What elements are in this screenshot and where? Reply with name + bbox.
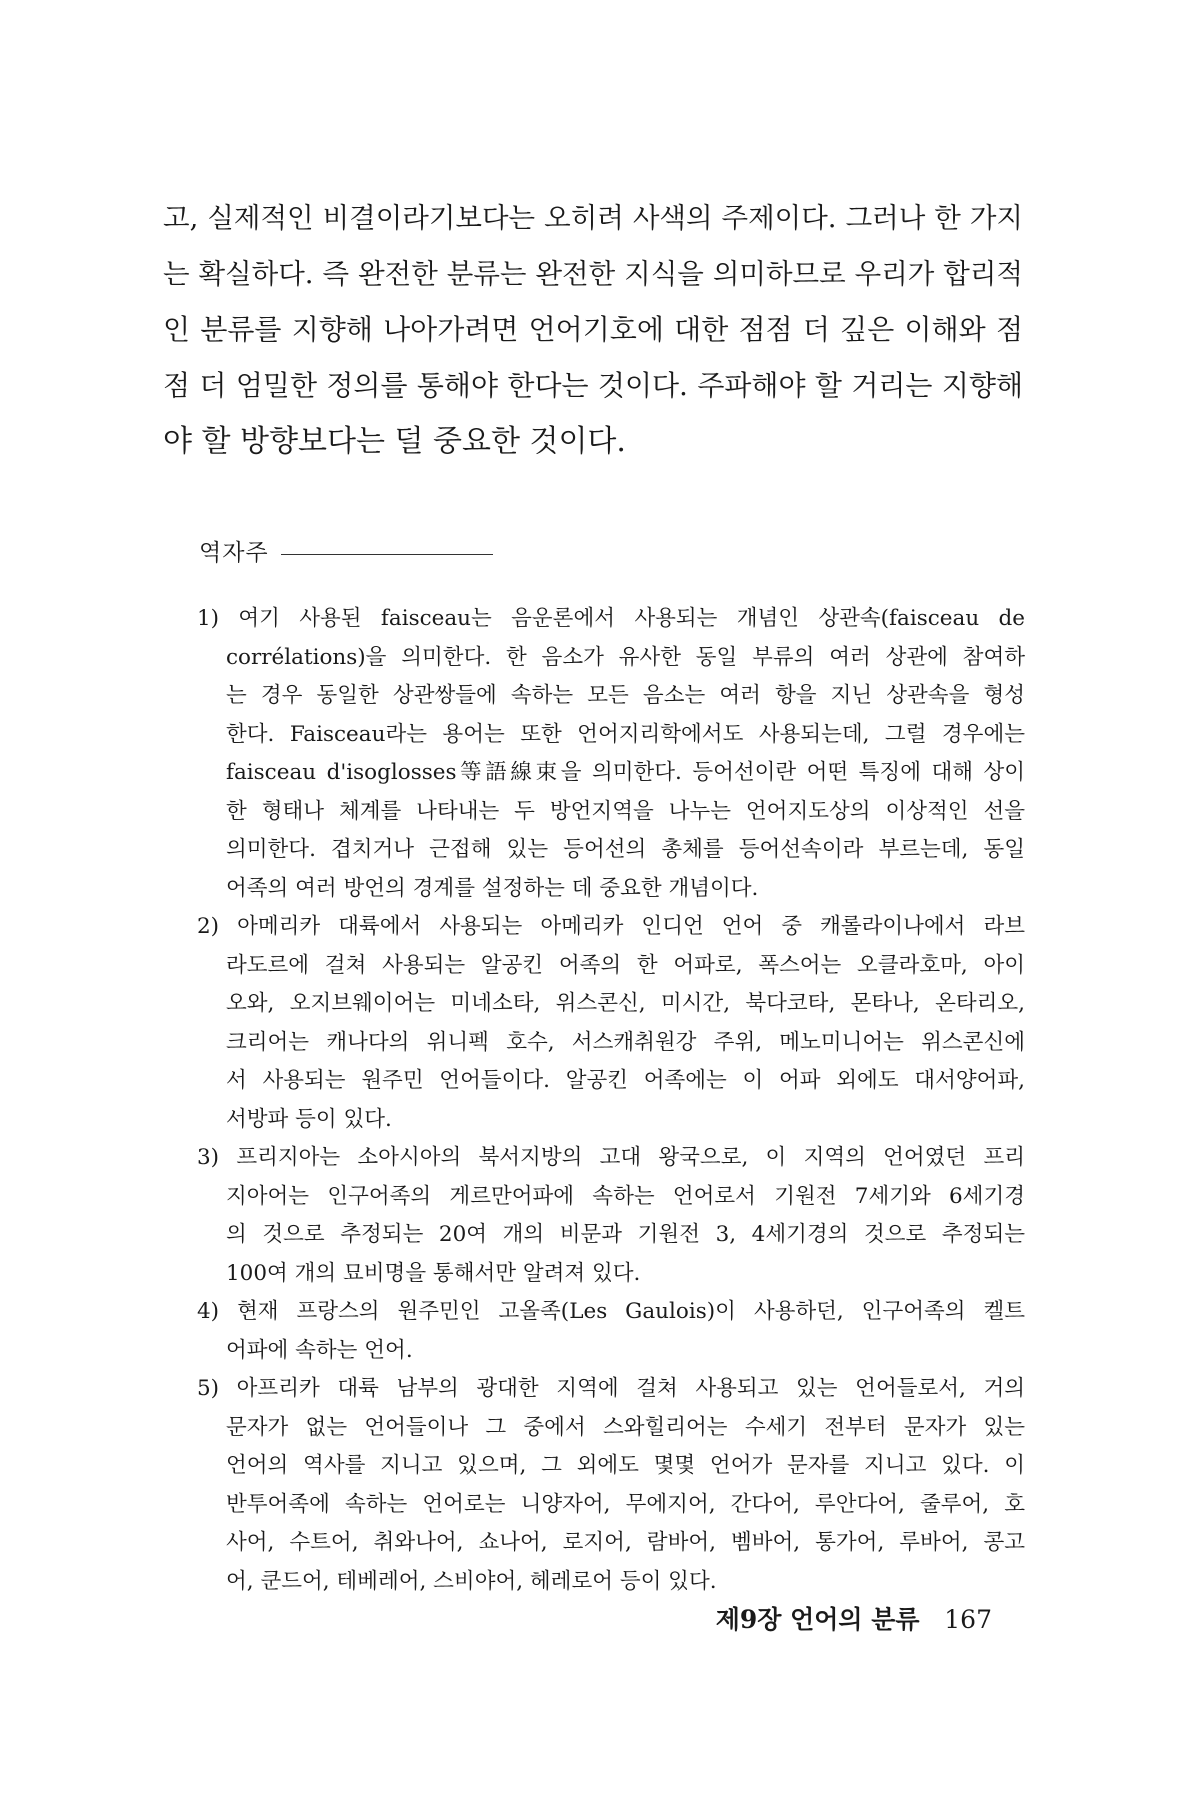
note-line: 2) 아메리카 대륙에서 사용되는 아메리카 인디언 언어 중 캐롤라이나에서 라브 bbox=[197, 914, 1025, 939]
body-line: 는 확실하다. 즉 완전한 분류는 완전한 지식을 의미하므로 우리가 합리적 bbox=[163, 258, 1023, 290]
page-footer bbox=[716, 1603, 992, 1637]
note-line: 오와, 오지브웨이어는 미네소타, 위스콘신, 미시간, 북다코타, 몬타나, 온타리오, bbox=[226, 991, 1025, 1016]
note-line: 4) 현재 프랑스의 원주민인 고올족(Les Gaulois)이 사용하던, 인구어족의 켈트 bbox=[197, 1299, 1025, 1324]
note-line: 서방파 등이 있다. bbox=[226, 1106, 392, 1132]
note-line: 한다. Faisceau라는 용어는 또한 언어지리학에서도 사용되는데, 그럴 경우에는 bbox=[226, 721, 1025, 747]
translator-notes-heading: 역자주 bbox=[199, 540, 269, 566]
translator-note-4 bbox=[197, 1293, 1025, 1370]
note-line: 어, 쿤드어, 테베레어, 스비야어, 헤레로어 등이 있다. bbox=[226, 1568, 717, 1594]
note-line: 서 사용되는 원주민 언어들이다. 알공킨 어족에는 이 어파 외에도 대서양어파, bbox=[226, 1068, 1025, 1093]
note-line: 문자가 없는 언어들이나 그 중에서 스와힐리어는 수세기 전부터 문자가 있는 bbox=[226, 1414, 1025, 1440]
note-line: 100여 개의 묘비명을 통해서만 알려져 있다. bbox=[226, 1260, 641, 1286]
translator-notes-list bbox=[197, 600, 1025, 1601]
note-line: 어파에 속하는 언어. bbox=[226, 1337, 413, 1363]
note-line: 의 것으로 추정되는 20여 개의 비문과 기원전 3, 4세기경의 것으로 추정되는 bbox=[226, 1222, 1025, 1247]
note-line: 는 경우 동일한 상관쌍들에 속하는 모든 음소는 여러 항을 지닌 상관속을 형성 bbox=[226, 683, 1025, 708]
heading-rule bbox=[281, 554, 493, 555]
note-line: corrélations)을 의미한다. 한 음소가 유사한 동일 부류의 여러 상관에 참여하 bbox=[226, 644, 1025, 670]
body-paragraph bbox=[163, 190, 1023, 470]
note-line: 언어의 역사를 지니고 있으며, 그 외에도 몇몇 언어가 문자를 지니고 있다. 이 bbox=[226, 1453, 1025, 1478]
body-line: 인 분류를 지향해 나아가려면 언어기호에 대한 점점 더 깊은 이해와 점 bbox=[163, 313, 1023, 346]
note-line: 크리어는 캐나다의 위니펙 호수, 서스캐취원강 주위, 메노미니어는 위스콘신에 bbox=[226, 1029, 1025, 1055]
page-number: 167 bbox=[944, 1605, 992, 1634]
body-line: 야 할 방향보다는 덜 중요한 것이다. bbox=[163, 424, 626, 459]
note-line: 반투어족에 속하는 언어로는 니양자어, 무에지어, 간다어, 루안다어, 줄루어, 호 bbox=[226, 1491, 1025, 1517]
note-line: 3) 프리지아는 소아시아의 북서지방의 고대 왕국으로, 이 지역의 언어였던 프리 bbox=[197, 1145, 1025, 1170]
translator-note-5 bbox=[197, 1370, 1025, 1601]
translator-note-3 bbox=[197, 1139, 1025, 1293]
note-line: 5) 아프리카 대륙 남부의 광대한 지역에 걸쳐 사용되고 있는 언어들로서, 거의 bbox=[197, 1376, 1025, 1401]
note-line: 라도르에 걸쳐 사용되는 알공킨 어족의 한 어파로, 폭스어는 오클라호마, 아이 bbox=[226, 952, 1025, 978]
note-line: 한 형태나 체계를 나타내는 두 방언지역을 나누는 언어지도상의 이상적인 선을 bbox=[226, 798, 1025, 824]
note-line: 사어, 수트어, 취와나어, 쇼나어, 로지어, 람바어, 벰바어, 통가어, 루바어, 콩고 bbox=[226, 1530, 1025, 1555]
body-line: 점 더 엄밀한 정의를 통해야 한다는 것이다. 주파해야 할 거리는 지향해 bbox=[163, 369, 1023, 402]
translator-note-1 bbox=[197, 600, 1025, 908]
note-line: 지아어는 인구어족의 게르만어파에 속하는 언어로서 기원전 7세기와 6세기경 bbox=[226, 1183, 1025, 1209]
note-line: faisceau d'isoglosses等語線束을 의미한다. 등어선이란 어떤 특징에 대해 상이 bbox=[226, 760, 1025, 785]
chapter-title: 제9장 언어의 분류 bbox=[715, 1605, 920, 1634]
note-line: 의미한다. 겹치거나 근접해 있는 등어선의 총체를 등어선속이라 부르는데, 동일 bbox=[226, 837, 1025, 862]
translator-notes-header bbox=[199, 538, 493, 568]
note-line: 1) 여기 사용된 faisceau는 음운론에서 사용되는 개념인 상관속(faisceau de bbox=[197, 606, 1025, 631]
body-line: 고, 실제적인 비결이라기보다는 오히려 사색의 주제이다. 그러나 한 가지 bbox=[163, 202, 1023, 234]
translator-note-2 bbox=[197, 908, 1025, 1139]
note-line: 어족의 여러 방언의 경계를 설정하는 데 중요한 개념이다. bbox=[226, 875, 759, 901]
